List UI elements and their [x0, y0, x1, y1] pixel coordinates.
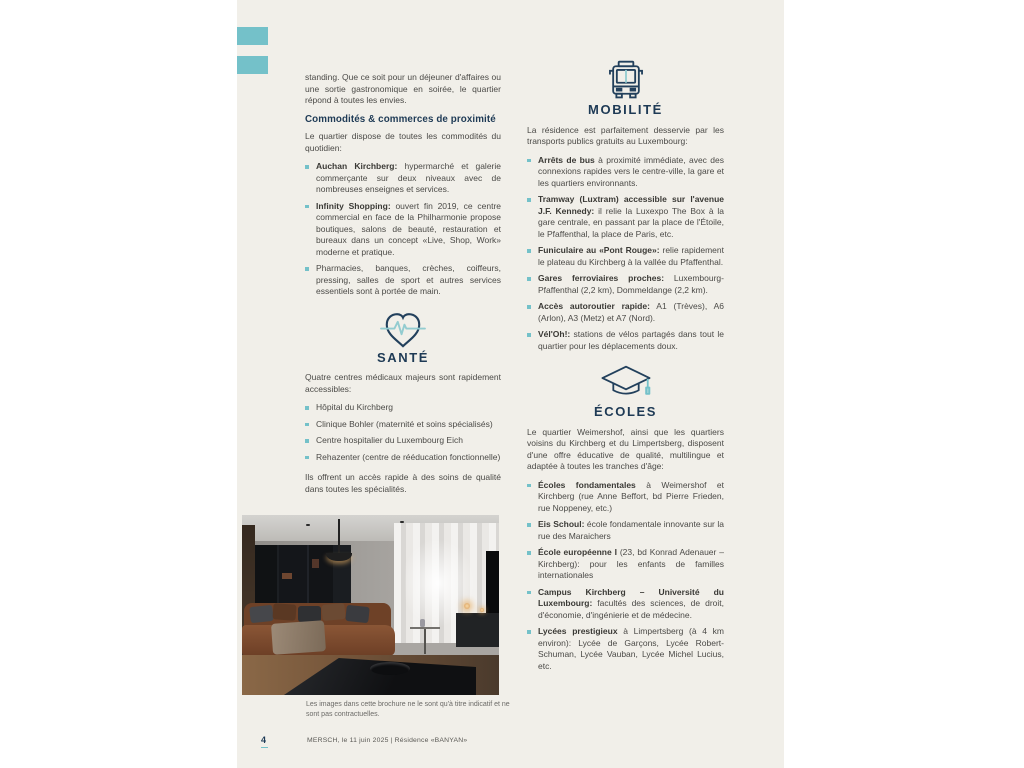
list-item: [527, 194, 724, 240]
photo-lamp: [480, 608, 484, 612]
sante-heading: SANTÉ: [376, 349, 430, 365]
photo-throw-blanket: [271, 620, 326, 655]
photo-pillow: [249, 605, 274, 623]
intro-paragraph: standing. Que ce soit pour un déjeuner d'affaires ou une sortie gastronomique en soirée, le quartier répond à toutes les envies.: [305, 72, 501, 105]
bus-icon: [527, 58, 724, 102]
list-item-text: Luxembourg-Pfaffenthal (2,2 km), Dommeldange (2,2 km).: [538, 273, 724, 295]
list-item: [527, 547, 724, 582]
photo-console: [456, 613, 499, 647]
sante-outro: Ils offrent un accès rapide à des soins de qualité dans toutes les spécialités.: [305, 472, 501, 494]
mobilite-heading: MOBILITÉ: [588, 102, 663, 117]
list-item-lead: École européenne I: [538, 547, 617, 557]
list-item-text: école fondamentale innovante sur la rue des Maraichers: [538, 519, 724, 541]
list-item-text: il relie la Luxexpo The Box à la gare centrale, en passant par la place de l'Étoile, le Pfaffenthal, la place de Paris, etc.: [538, 205, 724, 239]
list-item-lead: Infinity Shopping:: [316, 200, 391, 211]
brochure-page: [237, 0, 784, 768]
sante-paragraph: Quatre centres médicaux majeurs sont rapidement accessibles:: [305, 372, 501, 394]
commodites-heading: Commodités & commerces de proximité: [305, 113, 496, 125]
photo-pillow: [345, 605, 370, 623]
list-item-lead: Auchan Kirchberg:: [316, 161, 398, 171]
list-item-lead: Arrêts de bus: [538, 154, 595, 165]
list-item: Centre hospitalier du Luxembourg Eich: [305, 435, 501, 447]
interior-photo: [242, 515, 499, 695]
list-item: [305, 263, 501, 298]
photo-lamp: [464, 603, 470, 609]
commodites-list: [305, 161, 501, 298]
list-item-lead: Lycées prestigieux: [538, 626, 618, 636]
list-item-text: stations de vélos partagés dans tout le quartier pour les déplacements doux.: [538, 329, 724, 351]
list-item: [527, 626, 724, 672]
list-item-text: (23, bd Konrad Adenauer – Kirchberg): pour les enfants de familles internationales: [538, 547, 724, 580]
photo-pillow: [321, 603, 345, 621]
list-item-lead: Accès autoroutier rapide:: [538, 301, 650, 311]
ceiling-spot: [306, 524, 310, 526]
photo-shelf-item: [282, 573, 292, 579]
photo-side-table-object: [420, 619, 425, 627]
heart-pulse-icon: [305, 308, 501, 350]
graduation-cap-icon: [527, 362, 724, 404]
ecoles-paragraph: Le quartier Weimershof, ainsi que les quartiers voisins du Kirchberg et du Limpertsberg, disposent d'une offre éducative de qualité, multilingue et adaptée à toutes les tranches d'âge:: [527, 426, 724, 471]
list-item: [527, 155, 724, 190]
list-item-lead: Gares ferroviaires proches:: [538, 273, 665, 283]
list-item: [527, 301, 724, 324]
commodites-paragraph: Le quartier dispose de toutes les commodités du quotidien:: [305, 131, 501, 153]
list-item: [527, 519, 724, 542]
list-item-lead: Tramway (Luxtram) accessible sur l'avenue J.F. Kennedy:: [538, 194, 724, 216]
list-item: [527, 245, 724, 268]
list-item: Rehazenter (centre de rééducation fonctionnelle): [305, 452, 501, 464]
photo-side-table-leg: [424, 629, 426, 654]
list-item: Clinique Bohler (maternité et soins spécialisés): [305, 419, 501, 431]
list-item-lead: Eis Schoul:: [538, 519, 585, 529]
list-item: [527, 273, 724, 296]
list-item: [305, 201, 501, 259]
photo-pendant-cord: [338, 519, 340, 553]
mobilite-paragraph: La résidence est parfaitement desservie par les transports publics gratuits au Luxembourg:: [527, 124, 724, 146]
list-item-text: ouvert fin 2019, ce centre commercial en face de la Philharmonie propose boutiques, salons de beauté, restauration et bureaux dans un concept «Live, Shop, Work» moderne et pratique.: [316, 200, 502, 257]
ecoles-list: [527, 480, 724, 673]
page-number: 4: [261, 735, 268, 748]
list-item-text: hypermarché et galerie commerçante sur deux niveaux avec de nombreuses enseignes et services.: [316, 161, 501, 194]
list-item-text: facultés des sciences, de droit, d'économie, d'ingénierie et de médecine.: [538, 598, 724, 620]
list-item-lead: Campus Kirchberg – Université du Luxembourg:: [538, 586, 724, 608]
list-item-text: à Weimershof et Kirchberg (rue Anne Beffort, bd Pierre Frieden, rue Noppeney, etc.): [538, 479, 724, 513]
list-item: [527, 329, 724, 352]
right-column: [527, 58, 724, 681]
sante-list: [305, 402, 501, 463]
photo-shelf-item: [312, 559, 319, 568]
list-item-text: A1 (Trèves), A6 (Arlon), A3 (Metz) et A7 (Nord).: [538, 301, 724, 323]
list-item-text: Pharmacies, banques, crèches, coiffeurs, pressing, salles de sport et autres services essentiels sont à portée de main.: [316, 263, 501, 296]
list-item-text: relie rapidement le plateau du Kirchberg à la vallée du Pfaffenthal.: [538, 245, 724, 267]
left-column: [305, 72, 501, 502]
list-item-text: à proximité immédiate, avec des connexions rapides vers le centre-ville, la gare et les quartiers environnants.: [538, 154, 724, 188]
list-item-lead: Écoles fondamentales: [538, 479, 636, 490]
footer-text: MERSCH, le 11 juin 2025 | Résidence «BANYAN»: [307, 737, 468, 744]
list-item: [527, 480, 724, 515]
list-item-lead: Vél'Oh!:: [538, 329, 571, 339]
photo-bowl: [370, 662, 410, 675]
list-item: Hôpital du Kirchberg: [305, 402, 501, 414]
accent-square: [237, 56, 268, 74]
ecoles-heading: ÉCOLES: [593, 404, 658, 419]
photo-caption: Les images dans cette brochure ne le sont qu'à titre indicatif et ne sont pas contractuelles.: [306, 701, 510, 718]
photo-pillow: [272, 603, 296, 621]
list-item-lead: Funiculaire au «Pont Rouge»:: [538, 245, 660, 255]
mobilite-list: [527, 155, 724, 353]
accent-square: [237, 27, 268, 45]
list-item: [527, 587, 724, 622]
list-item: [305, 161, 501, 196]
list-item-text: à Limpertsberg (à 4 km environ): Lycée de Garçons, Lycée Robert-Schuman, Lycée Vauban, Lycée Michel Lucius, etc.: [538, 626, 724, 671]
